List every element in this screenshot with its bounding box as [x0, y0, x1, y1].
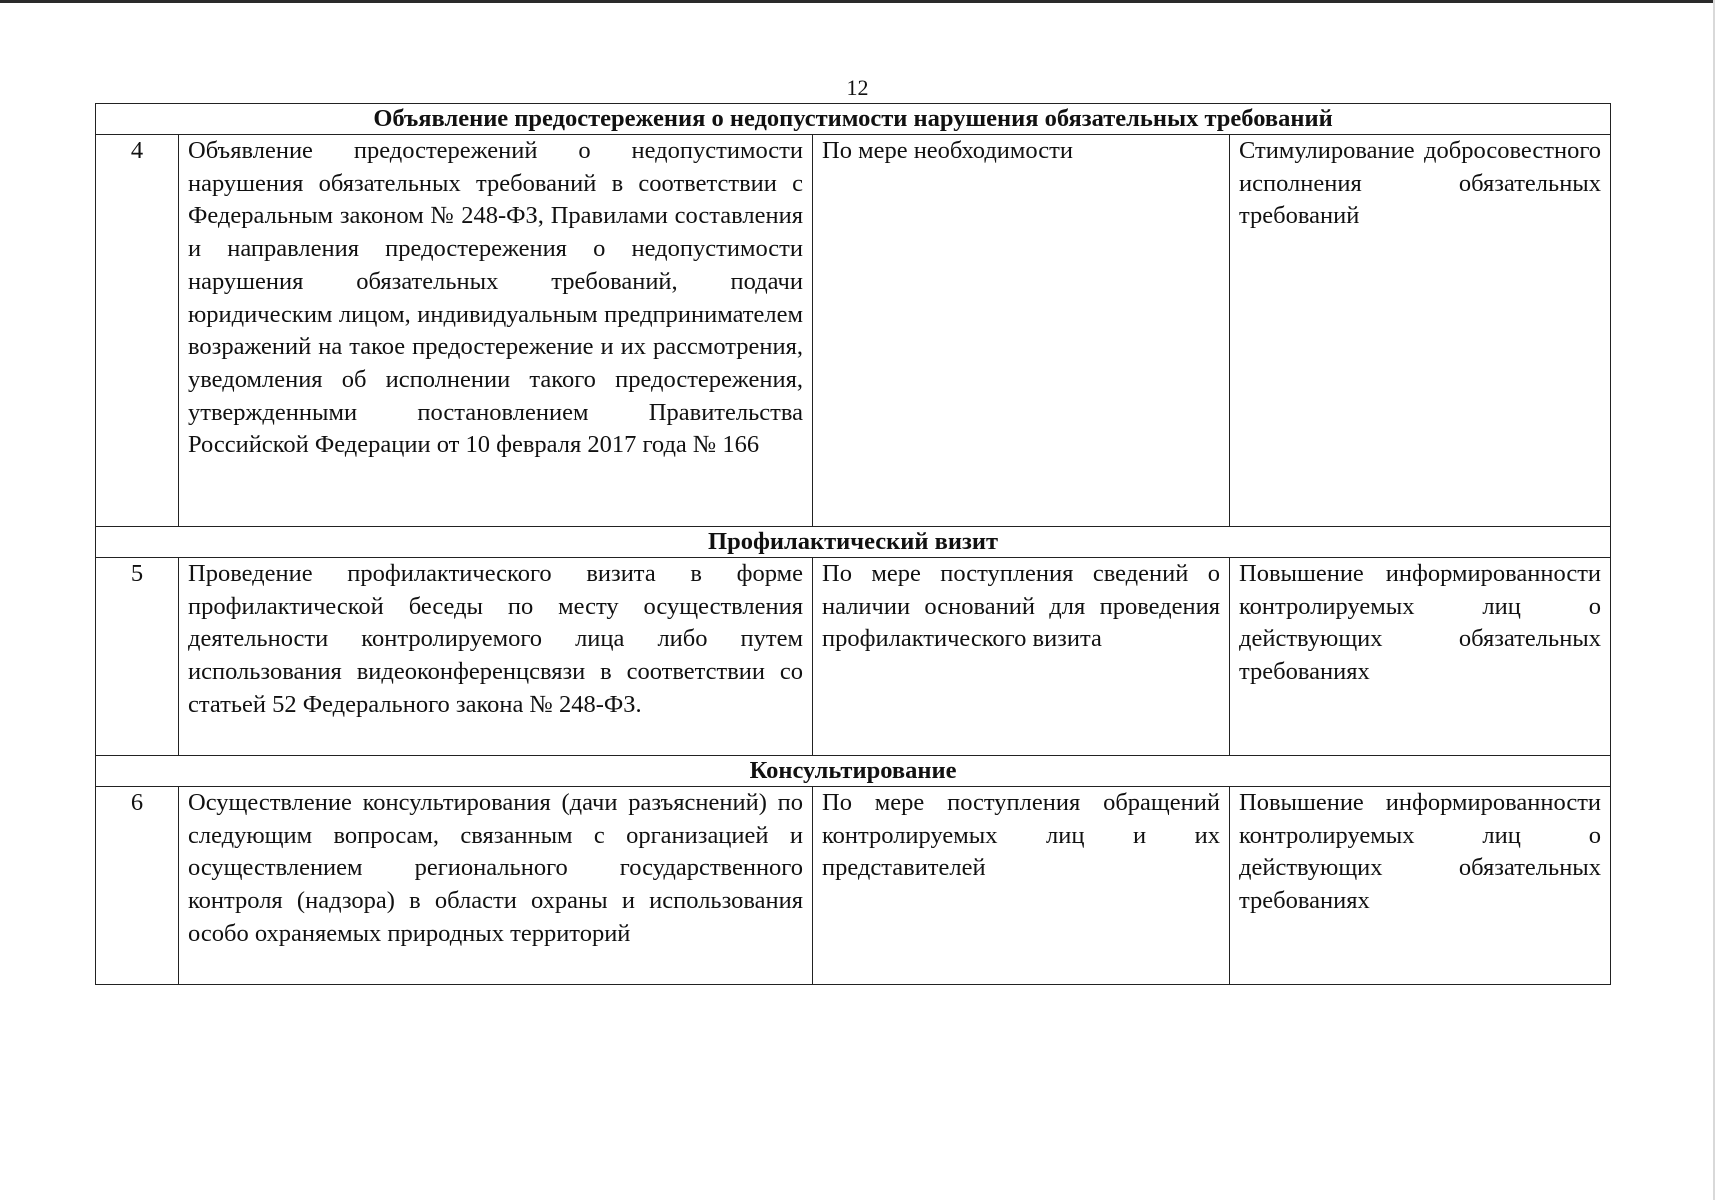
- section-header-row: [96, 527, 1611, 558]
- row-term: По мере поступления обращений контролируемых лиц и их представителей: [813, 787, 1230, 985]
- row-description: Объявление предостережений о недопустимости нарушения обязательных требований в соответствии с Федеральным законом № 248-ФЗ, Правилами составления и направления предостережения о недопустимости нарушения обязательных требований, подачи юридическим лицом, индивидуальным предпринимателем возражений на такое предостережение и их рассмотрения, уведомления об исполнении такого предостережения, утвержденными постановлением Правительства Российской Федерации от 10 февраля 2017 года № 166: [179, 135, 813, 527]
- row-result: Стимулирование добросовестного исполнения обязательных требований: [1230, 135, 1611, 527]
- section-header-row: [96, 756, 1611, 787]
- section-title-preventive-visit: Профилактический визит: [96, 527, 1611, 558]
- measures-table: [95, 103, 1611, 985]
- row-term: По мере поступления сведений о наличии оснований для проведения профилактического визита: [813, 558, 1230, 756]
- scan-top-border: [0, 0, 1715, 3]
- section-title-warning: Объявление предостережения о недопустимости нарушения обязательных требований: [96, 104, 1611, 135]
- table-row: [96, 558, 1611, 756]
- row-description: Осуществление консультирования (дачи разъяснений) по следующим вопросам, связанным с организацией и осуществлением регионального государственного контроля (надзора) в области охраны и использования особо охраняемых природных территорий: [179, 787, 813, 985]
- row-result: Повышение информированности контролируемых лиц о действующих обязательных требованиях: [1230, 787, 1611, 985]
- table-row: [96, 135, 1611, 527]
- row-number: 5: [96, 558, 179, 756]
- row-number: 6: [96, 787, 179, 985]
- table-row: [96, 787, 1611, 985]
- row-number: 4: [96, 135, 179, 527]
- row-description: Проведение профилактического визита в форме профилактической беседы по месту осуществления деятельности контролируемого лица либо путем использования видеоконференцсвязи в соответствии со статьей 52 Федерального закона № 248-ФЗ.: [179, 558, 813, 756]
- section-title-consulting: Консультирование: [96, 756, 1611, 787]
- row-result: Повышение информированности контролируемых лиц о действующих обязательных требованиях: [1230, 558, 1611, 756]
- row-term: По мере необходимости: [813, 135, 1230, 527]
- section-header-row: [96, 104, 1611, 135]
- page-number: 12: [846, 75, 869, 100]
